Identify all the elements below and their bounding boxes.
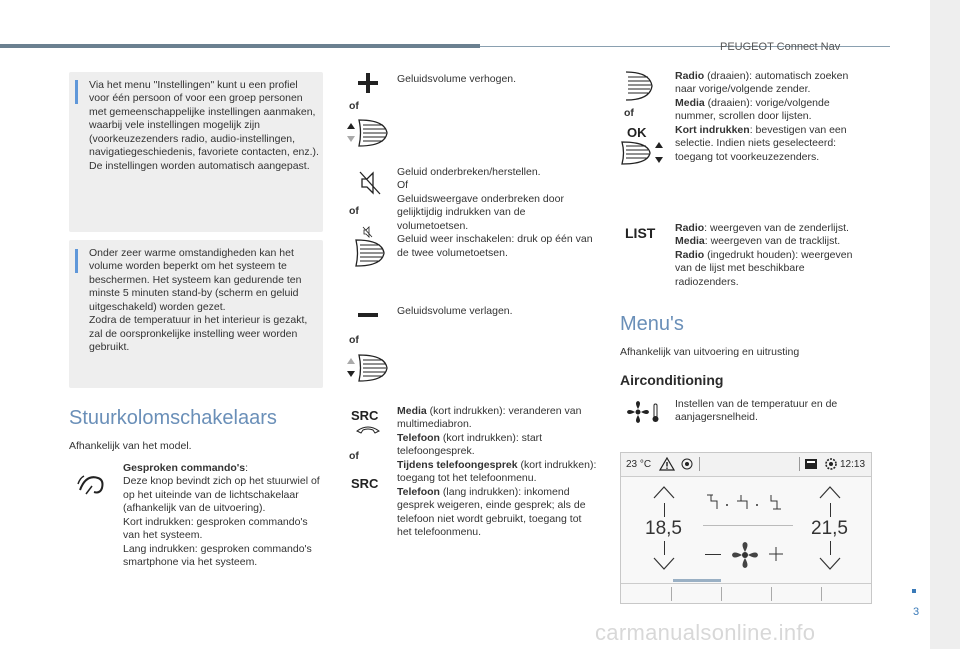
left-temp-down-chevron-icon[interactable]: [653, 557, 675, 571]
rotary-desc-text: (draaien): automatisch zoeken naar vorige/volgende zender.: [675, 70, 849, 96]
src-label: SRC: [351, 408, 379, 423]
right-temperature: 21,5: [811, 518, 848, 539]
fan-icon: [731, 541, 759, 569]
or-label: of: [349, 334, 359, 346]
tab-bar-rule: [621, 583, 871, 584]
src-desc-text: (kort indrukken): toegang tot het telefoonmenu.: [397, 458, 597, 485]
aircon-desc: Instellen van de temperatuur en de aanjagersnelheid.: [675, 398, 838, 424]
phone-icon: [355, 424, 381, 434]
climate-screen: [620, 452, 872, 604]
rotary-desc-text: (draaien): vorige/volgende nummer, scrollen door lijsten.: [675, 96, 830, 123]
info-text: Onder zeer warme omstandigheden kan het volume worden beperkt om het systeem te beschermen. Het systeem kan gedurende ten minste 5 minuten stand-by (scherm en geluid uitgeschakeld) worden gezet. Zodra de temperatuur in het interieur is gezakt, zal de oorspronkelijke instelling weer worden gebruikt.: [89, 247, 308, 354]
info-marker: [75, 80, 78, 104]
minus-icon: [357, 312, 379, 318]
menus-title: Menu's: [620, 313, 684, 335]
airflow-mode-icons[interactable]: [703, 491, 793, 513]
src-desc-text: (kort indrukken): start telefoongesprek.: [397, 431, 543, 458]
rotary-desc-term: Radio: [675, 70, 705, 82]
section-subtitle: Afhankelijk van het model.: [69, 440, 192, 452]
volume-down-desc: Geluidsvolume verlagen.: [397, 305, 513, 317]
warning-icon: [659, 457, 675, 471]
mute-desc: Geluid onderbreken/herstellen. Of Geluidsweergave onderbreken door gelijktijdig indrukken van de volumetoetsen. Geluid weer inschakelen: druk op één van de twee volumetoetsen.: [397, 166, 593, 259]
continue-marker: [912, 589, 916, 593]
status-bar: [621, 453, 871, 477]
voice-command-title: Gesproken commando's: [123, 462, 246, 474]
info-marker: [75, 249, 78, 273]
watermark: carmanualsonline.info: [595, 620, 816, 645]
right-temp-up-chevron-icon[interactable]: [819, 485, 841, 499]
tick: [664, 541, 665, 555]
src-desc-term: Telefoon: [397, 431, 440, 444]
list-desc-text: : weergeven van de tracklijst.: [704, 235, 841, 248]
tick: [830, 503, 831, 517]
src-desc-term: Tijdens telefoongesprek: [397, 458, 518, 471]
voice-command-text: : Deze knop bevindt zich op het stuurwiel of op het uiteinde van de lichtschakelaar (afhankelijk van de uitvoering). Kort indrukken: gesproken commando's van het systeem. Lang indrukken: gesproken commando's smartphone via het systeem.: [123, 462, 320, 569]
divider: [699, 457, 700, 471]
separator: [703, 525, 793, 526]
rotary-desc: [675, 70, 860, 164]
voice-command-icon: [76, 470, 112, 498]
ok-label: OK: [627, 125, 647, 140]
left-temp-up-chevron-icon[interactable]: [653, 485, 675, 499]
tab-divider: [671, 587, 672, 601]
src-desc-term: Telefoon: [397, 485, 440, 498]
right-temp-down-chevron-icon[interactable]: [819, 557, 841, 571]
or-label: of: [349, 205, 359, 217]
tick: [664, 503, 665, 517]
list-desc-term: Radio: [675, 248, 705, 261]
or-label: of: [349, 450, 359, 462]
rotary-desc-term: Kort indrukken: [675, 123, 750, 136]
info-box-temperature: [69, 240, 323, 388]
tab-divider: [771, 587, 772, 601]
tab-divider: [721, 587, 722, 601]
divider: [799, 457, 800, 471]
plus-icon: [357, 72, 379, 94]
rotary-desc-term: Media: [675, 96, 705, 109]
tick: [830, 541, 831, 555]
src-desc-term: Media: [397, 405, 427, 417]
mute-wheel-icon: [352, 226, 386, 268]
ok-wheel-icon: [620, 140, 666, 166]
src-label: SRC: [351, 476, 379, 491]
location-icon: [681, 458, 693, 470]
outside-temperature: 23 °C: [626, 459, 652, 470]
rotary-desc-text: : bevestigen van een selectie. Indien niets geselecteerd: toegang tot voorkeuzezenders.: [675, 123, 847, 163]
list-label: LIST: [625, 225, 656, 241]
header-title: PEUGEOT Connect Nav: [720, 41, 841, 53]
clock-time: 12:13: [840, 459, 866, 470]
voice-command-desc: [123, 462, 323, 570]
list-desc: [675, 222, 860, 289]
fan-increase-icon[interactable]: [768, 546, 784, 562]
page-number: 3: [913, 606, 920, 618]
src-desc-text: (lang indrukken): inkomend gesprek weigeren, einde gesprek; als de telefoon niet wordt gebruikt, toegang tot het telefoonmenu.: [397, 485, 586, 538]
list-desc-term: Media: [675, 235, 705, 248]
aircon-title: Airconditioning: [620, 372, 724, 388]
or-label: of: [349, 100, 359, 112]
menus-subtitle: Afhankelijk van uitvoering en uitrusting: [620, 346, 800, 358]
page-edge-strip: [930, 0, 960, 649]
list-desc-text: (ingedrukt houden): weergeven van de lijst met beschikbare radiozenders.: [675, 248, 853, 288]
list-desc-text: : weergeven van de zenderlijst.: [704, 222, 849, 234]
info-box-profiles: [69, 72, 323, 232]
volume-down-wheel-icon: [345, 353, 390, 383]
left-temperature: 18,5: [645, 518, 682, 539]
mute-icon: [358, 170, 382, 196]
section-title: Stuurkolomschakelaars: [69, 407, 277, 429]
rotary-wheel-icon: [624, 70, 656, 102]
fan-thermometer-icon: [626, 400, 662, 424]
header-rule: [0, 44, 480, 48]
volume-up-desc: Geluidsvolume verhogen.: [397, 73, 517, 85]
info-text: Via het menu "Instellingen" kunt u een profiel voor één persoon of voor een groep personen met gemeenschappelijke instellingen aanmaken, waarbij vele instellingen mogelijk zijn (voorkeuzezenders radio, audio-instellingen, navigatiegeschiedenis, favoriete contacten, enz.). De instellingen worden automatisch aangepast.: [89, 79, 319, 172]
src-desc: [397, 405, 597, 539]
screen-mode-icon: [804, 458, 818, 470]
or-label: of: [624, 107, 634, 119]
settings-gear-icon: [824, 457, 838, 471]
fan-decrease-icon[interactable]: [705, 554, 721, 555]
tab-divider: [821, 587, 822, 601]
list-desc-term: Radio: [675, 222, 705, 234]
src-desc-text: (kort indrukken): veranderen van multimediabron.: [397, 405, 582, 431]
volume-up-wheel-icon: [345, 118, 390, 148]
active-tab-indicator: [673, 579, 721, 582]
